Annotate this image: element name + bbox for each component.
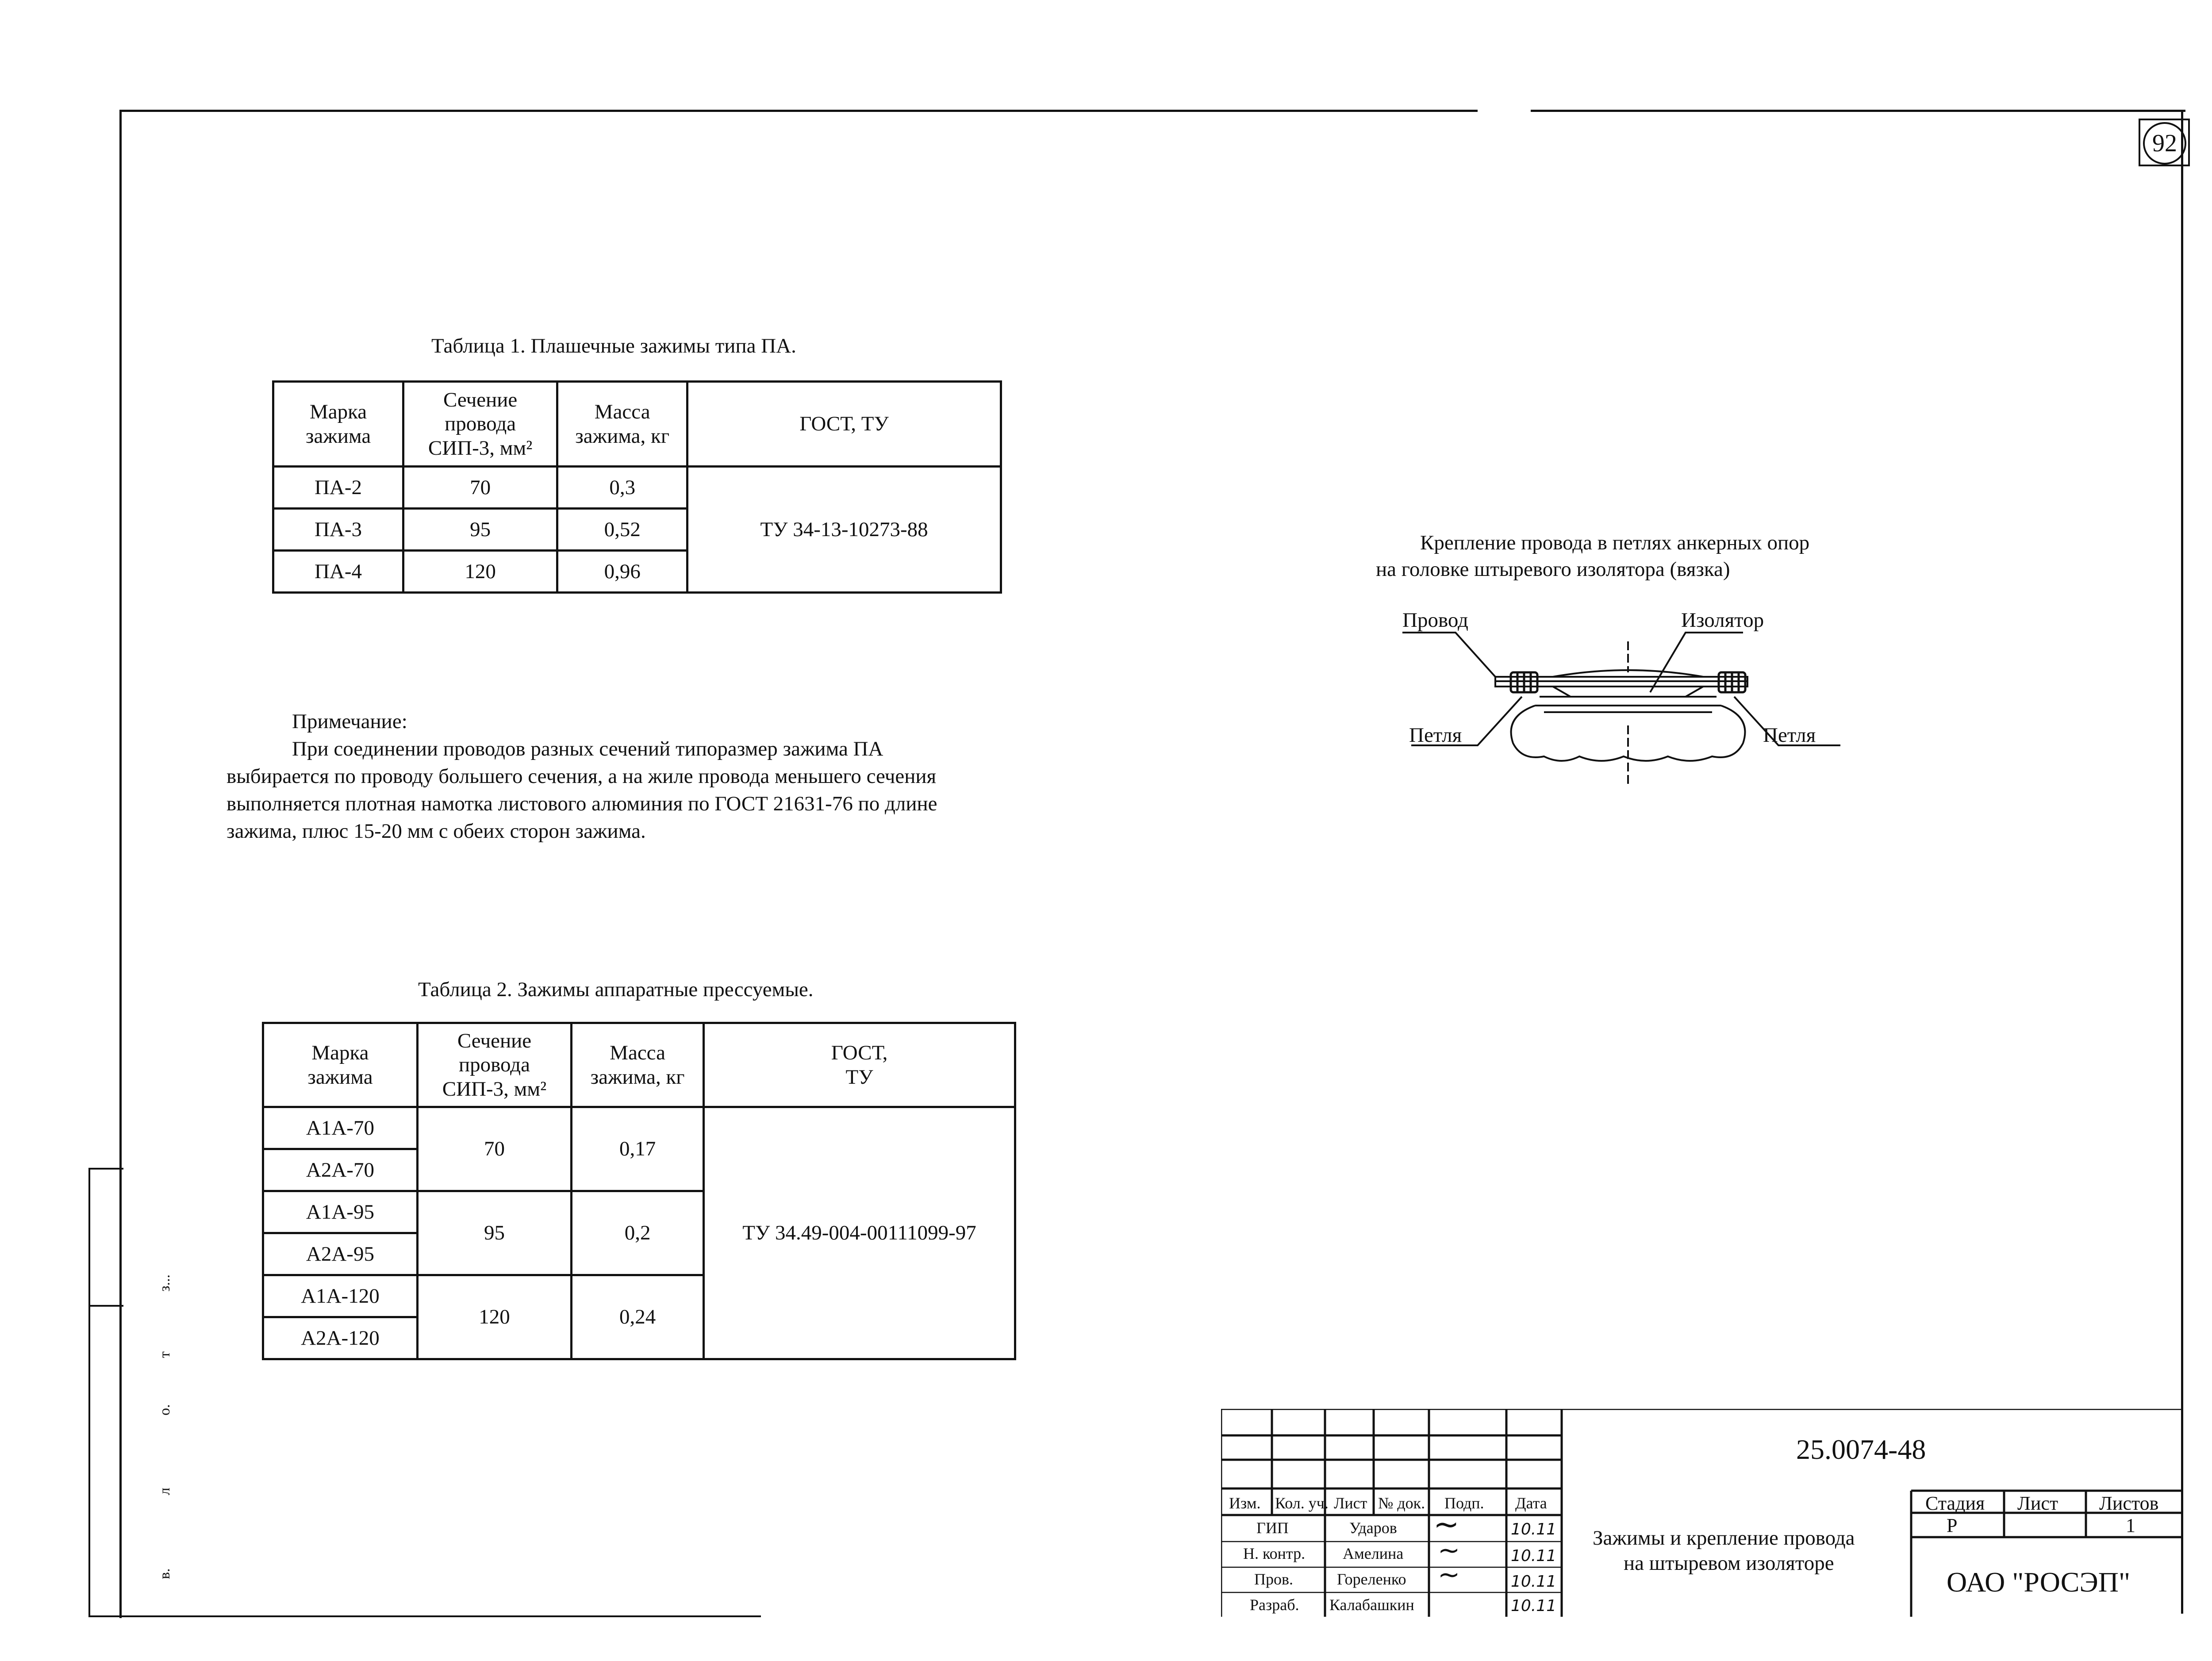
sheet-number-box bbox=[2139, 119, 2190, 166]
table2-mass: 0,24 bbox=[572, 1275, 704, 1359]
side-label-z: з... bbox=[157, 1274, 173, 1292]
stamp-role: ГИП bbox=[1256, 1519, 1289, 1537]
loop-right-leader bbox=[1734, 697, 1840, 745]
stamp-date: 10.11 bbox=[1511, 1547, 1557, 1565]
note-line: выбирается по проводу большего сечения, а на жиле провода меньшего сечения bbox=[227, 765, 937, 788]
stamp-header-doc: № док. bbox=[1378, 1494, 1425, 1512]
table1-mark: ПА-2 bbox=[273, 467, 403, 509]
insulator-leader bbox=[1650, 633, 1743, 692]
side-label-o: о. bbox=[157, 1404, 173, 1415]
stamp-title-line1: Зажимы и крепление провода bbox=[1593, 1527, 1855, 1550]
drawing-title-line1: Крепление провода в петлях анкерных опор bbox=[1420, 531, 1810, 554]
signature-image: ~ bbox=[1438, 1535, 1460, 1566]
frame-bottom-left bbox=[88, 1615, 761, 1617]
table2-header-mass: Масса зажима, кг bbox=[572, 1023, 704, 1107]
table1-mass: 0,3 bbox=[557, 467, 687, 509]
side-label-v: в. bbox=[157, 1568, 173, 1579]
sheets-label: Листов bbox=[2099, 1492, 2159, 1514]
signature-image: ~ bbox=[1438, 1559, 1460, 1590]
table1-header-mark: Марка зажима bbox=[273, 382, 403, 467]
table2-mark: А2А-95 bbox=[263, 1233, 418, 1275]
stamp-header-date: Дата bbox=[1515, 1494, 1547, 1512]
insulator-drawing bbox=[1394, 610, 1858, 796]
label-wire: Провод bbox=[1402, 609, 1468, 632]
stamp-header-kol: Кол. уч. bbox=[1275, 1494, 1329, 1512]
table1-mark: ПА-4 bbox=[273, 551, 403, 593]
table2 bbox=[262, 1022, 1016, 1360]
stamp-header-sign: Подп. bbox=[1444, 1494, 1484, 1512]
table1-mark: ПА-3 bbox=[273, 509, 403, 551]
frame-top-left bbox=[119, 110, 1478, 112]
table2-header-standard: ГОСТ, ТУ bbox=[704, 1023, 1015, 1107]
table1-header-mass: Масса зажима, кг bbox=[557, 382, 687, 467]
label-loop-right: Петля bbox=[1763, 724, 1816, 747]
wire-leader bbox=[1402, 633, 1495, 677]
stamp bbox=[1221, 1409, 2183, 1617]
sheet-label: Лист bbox=[2017, 1492, 2058, 1514]
table2-header-section: Сечение провода СИП-3, мм² bbox=[417, 1023, 571, 1107]
wire-loop-right bbox=[1719, 672, 1745, 692]
table2-mass: 0,17 bbox=[572, 1107, 704, 1191]
frame-right bbox=[2181, 110, 2183, 1614]
stamp-role: Разраб. bbox=[1250, 1596, 1299, 1614]
note-line: выполняется плотная намотка листового алюминия по ГОСТ 21631-76 по длине bbox=[227, 792, 937, 815]
table2-caption: Таблица 2. Зажимы аппаратные прессуемые. bbox=[418, 978, 814, 1001]
table1-standard: ТУ 34-13-10273-88 bbox=[687, 467, 1001, 593]
wire-loop-left bbox=[1511, 672, 1537, 692]
table-row bbox=[273, 467, 1001, 509]
stamp-header-list: Лист bbox=[1334, 1494, 1367, 1512]
stamp-title-line2: на штыревом изоляторе bbox=[1624, 1552, 1834, 1575]
table2-section: 120 bbox=[417, 1275, 571, 1359]
stamp-name: Ударов bbox=[1349, 1519, 1397, 1537]
stamp-name: Гореленко bbox=[1337, 1570, 1406, 1588]
stamp-date: 10.11 bbox=[1511, 1597, 1557, 1615]
side-label-t: т bbox=[157, 1351, 173, 1358]
table2-mark: А1А-120 bbox=[263, 1275, 418, 1317]
table2-section: 95 bbox=[417, 1191, 571, 1275]
table1-section: 95 bbox=[403, 509, 557, 551]
table1-caption: Таблица 1. Плашечные зажимы типа ПА. bbox=[431, 334, 796, 357]
stamp-date: 10.11 bbox=[1511, 1573, 1557, 1591]
drawing-title-line2: на головке штыревого изолятора (вязка) bbox=[1376, 558, 1730, 581]
table1-header-standard: ГОСТ, ТУ bbox=[687, 382, 1001, 467]
stamp-header-izm: Изм. bbox=[1229, 1494, 1261, 1512]
label-loop-left: Петля bbox=[1409, 724, 1462, 747]
table2-header-mark: Марка зажима bbox=[263, 1023, 418, 1107]
table2-mark: А2А-70 bbox=[263, 1149, 418, 1191]
stage-label: Стадия bbox=[1925, 1492, 1985, 1514]
stage-value: Р bbox=[1947, 1515, 1958, 1536]
table2-section: 70 bbox=[417, 1107, 571, 1191]
table1-header-section: Сечение провода СИП-3, мм² bbox=[403, 382, 557, 467]
stamp-date: 10.11 bbox=[1511, 1520, 1557, 1538]
table2-standard: ТУ 34.49-004-00111099-97 bbox=[704, 1107, 1015, 1359]
table2-mark: А2А-120 bbox=[263, 1317, 418, 1359]
note-title: Примечание: bbox=[292, 710, 407, 733]
loop-left-leader bbox=[1411, 697, 1522, 745]
doc-code: 25.0074-48 bbox=[1796, 1434, 1926, 1465]
table1-mass: 0,96 bbox=[557, 551, 687, 593]
note-line: зажима, плюс 15-20 мм с обеих сторон зажима. bbox=[227, 820, 646, 843]
table2-mark: А1А-70 bbox=[263, 1107, 418, 1149]
stamp-name: Амелина bbox=[1343, 1545, 1404, 1562]
sheet-number: 92 bbox=[2143, 122, 2186, 165]
stamp-name: Калабашкин bbox=[1329, 1596, 1414, 1614]
table-row bbox=[263, 1107, 1015, 1149]
table1-section: 120 bbox=[403, 551, 557, 593]
table1-section: 70 bbox=[403, 467, 557, 509]
signature-image: ~ bbox=[1433, 1506, 1459, 1542]
sheets-value: 1 bbox=[2126, 1515, 2135, 1536]
table1 bbox=[272, 380, 1002, 594]
organization: ОАО "РОСЭП" bbox=[1947, 1566, 2131, 1598]
note-line: При соединении проводов разных сечений типоразмер зажима ПА bbox=[292, 737, 883, 760]
insulator-head bbox=[1553, 670, 1703, 697]
stamp-role: Н. контр. bbox=[1243, 1545, 1306, 1562]
stamp-role: Пров. bbox=[1254, 1570, 1293, 1588]
side-label-l: л bbox=[157, 1488, 173, 1495]
side-strip bbox=[88, 1168, 173, 1617]
table2-mark: А1А-95 bbox=[263, 1191, 418, 1233]
table2-mass: 0,2 bbox=[572, 1191, 704, 1275]
label-insulator: Изолятор bbox=[1681, 609, 1764, 632]
table1-mass: 0,52 bbox=[557, 509, 687, 551]
frame-top-right bbox=[1531, 110, 2185, 112]
